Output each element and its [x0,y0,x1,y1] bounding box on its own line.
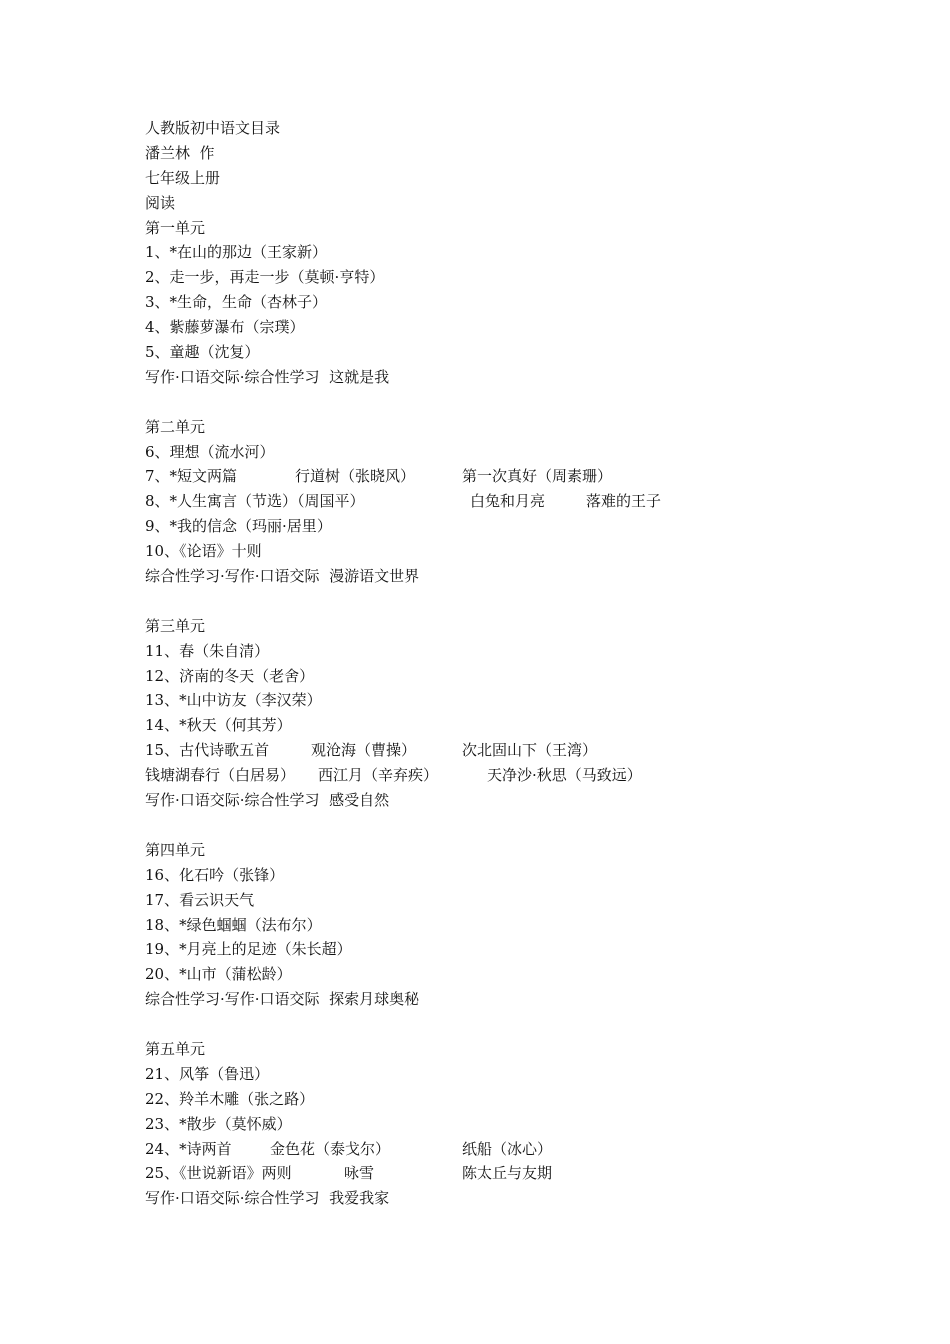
toc-entry: 22、羚羊木雕（张之路） [145,1089,315,1108]
toc-entry-main: 25、《世说新语》两则 [145,1164,292,1183]
toc-entry [145,738,905,763]
toc-entry-main: 15、古代诗歌五首 [145,741,270,760]
blank-line [145,390,905,415]
toc-entry: 13、*山中访友（李汉荣） [145,691,322,710]
toc-entry: 综合性学习·写作·口语交际 漫游语文世界 [145,567,420,586]
blank-line [145,589,905,614]
toc-entry-subitem: 落难的王子 [586,492,662,511]
doc-title: 人教版初中语文目录 [145,119,281,137]
toc-entry-subitem: 纸船（冰心） [462,1139,553,1158]
toc-entry-subitem: 金色花（泰戈尔） [270,1139,391,1158]
doc-volume: 七年级上册 [145,168,221,187]
toc-entry: 9、*我的信念（玛丽·居里） [145,517,332,536]
toc-entry: 6、理想（流水河） [145,442,275,461]
toc-entry: 1、*在山的那边（王家新） [145,243,328,262]
toc-entry-subitem: 白兔和月亮 [470,492,546,511]
toc-entry: 16、化石吟（张锋） [145,865,285,884]
toc-entry [145,489,905,514]
toc-entry: 写作·口语交际·综合性学习 这就是我 [145,367,390,386]
toc-entry: 18、*绿色蝈蝈（法布尔） [145,915,322,934]
toc-entry: 12、济南的冬天（老舍） [145,666,315,685]
toc-entry-subitem: 行道树（张晓风） [295,467,416,486]
toc-entry [145,1161,905,1186]
toc-entry [145,464,905,489]
toc-entry [145,1137,905,1162]
toc-entry: 20、*山市（蒲松龄） [145,965,292,984]
toc-entry-main: 7、*短文两篇 [145,467,238,486]
units-container [145,216,905,1212]
unit-heading: 第二单元 [145,417,206,436]
toc-entry: 写作·口语交际·综合性学习 我爱我家 [145,1189,390,1208]
toc-entry: 10、《论语》十则 [145,542,262,561]
toc-entry [145,763,905,788]
toc-entry: 14、*秋天（何其芳） [145,716,292,735]
toc-entry-main: 24、*诗两首 [145,1139,232,1158]
blank-line [145,813,905,838]
toc-entry: 19、*月亮上的足迹（朱长超） [145,940,352,959]
toc-entry: 11、春（朱自清） [145,641,270,660]
toc-entry: 4、紫藤萝瀑布（宗璞） [145,318,305,337]
toc-entry-subitem: 咏雪 [344,1164,375,1183]
toc-entry-subitem: 陈太丘与友期 [462,1164,553,1183]
toc-entry-subitem: 第一次真好（周素珊） [462,467,613,486]
unit-heading: 第四单元 [145,840,206,859]
unit-heading: 第五单元 [145,1039,206,1058]
toc-entry: 23、*散步（莫怀威） [145,1114,292,1133]
toc-entry-main: 8、*人生寓言（节选）（周国平） [145,492,365,511]
toc-entry-subitem: 西江月（辛弃疾） [318,766,439,785]
toc-entry-subitem: 天净沙·秋思（马致远） [487,766,642,785]
toc-entry: 5、童趣（沈复） [145,343,260,362]
unit-heading: 第一单元 [145,218,206,237]
toc-entry-main: 钱塘湖春行（白居易） [145,766,296,785]
toc-entry: 21、风筝（鲁迅） [145,1064,270,1083]
doc-section: 阅读 [145,193,176,212]
toc-entry-subitem: 观沧海（曹操） [311,741,417,760]
toc-entry: 综合性学习·写作·口语交际 探索月球奥秘 [145,990,420,1009]
blank-line [145,1012,905,1037]
toc-entry: 2、走一步，再走一步（莫顿·亨特） [145,268,385,287]
unit-heading: 第三单元 [145,616,206,635]
toc-entry: 3、*生命，生命（杏林子） [145,293,328,312]
doc-author: 潘兰林 作 [145,143,215,162]
toc-entry: 17、看云识天气 [145,890,255,909]
document-body [145,116,905,1211]
toc-entry: 写作·口语交际·综合性学习 感受自然 [145,791,390,810]
toc-entry-subitem: 次北固山下（王湾） [462,741,598,760]
